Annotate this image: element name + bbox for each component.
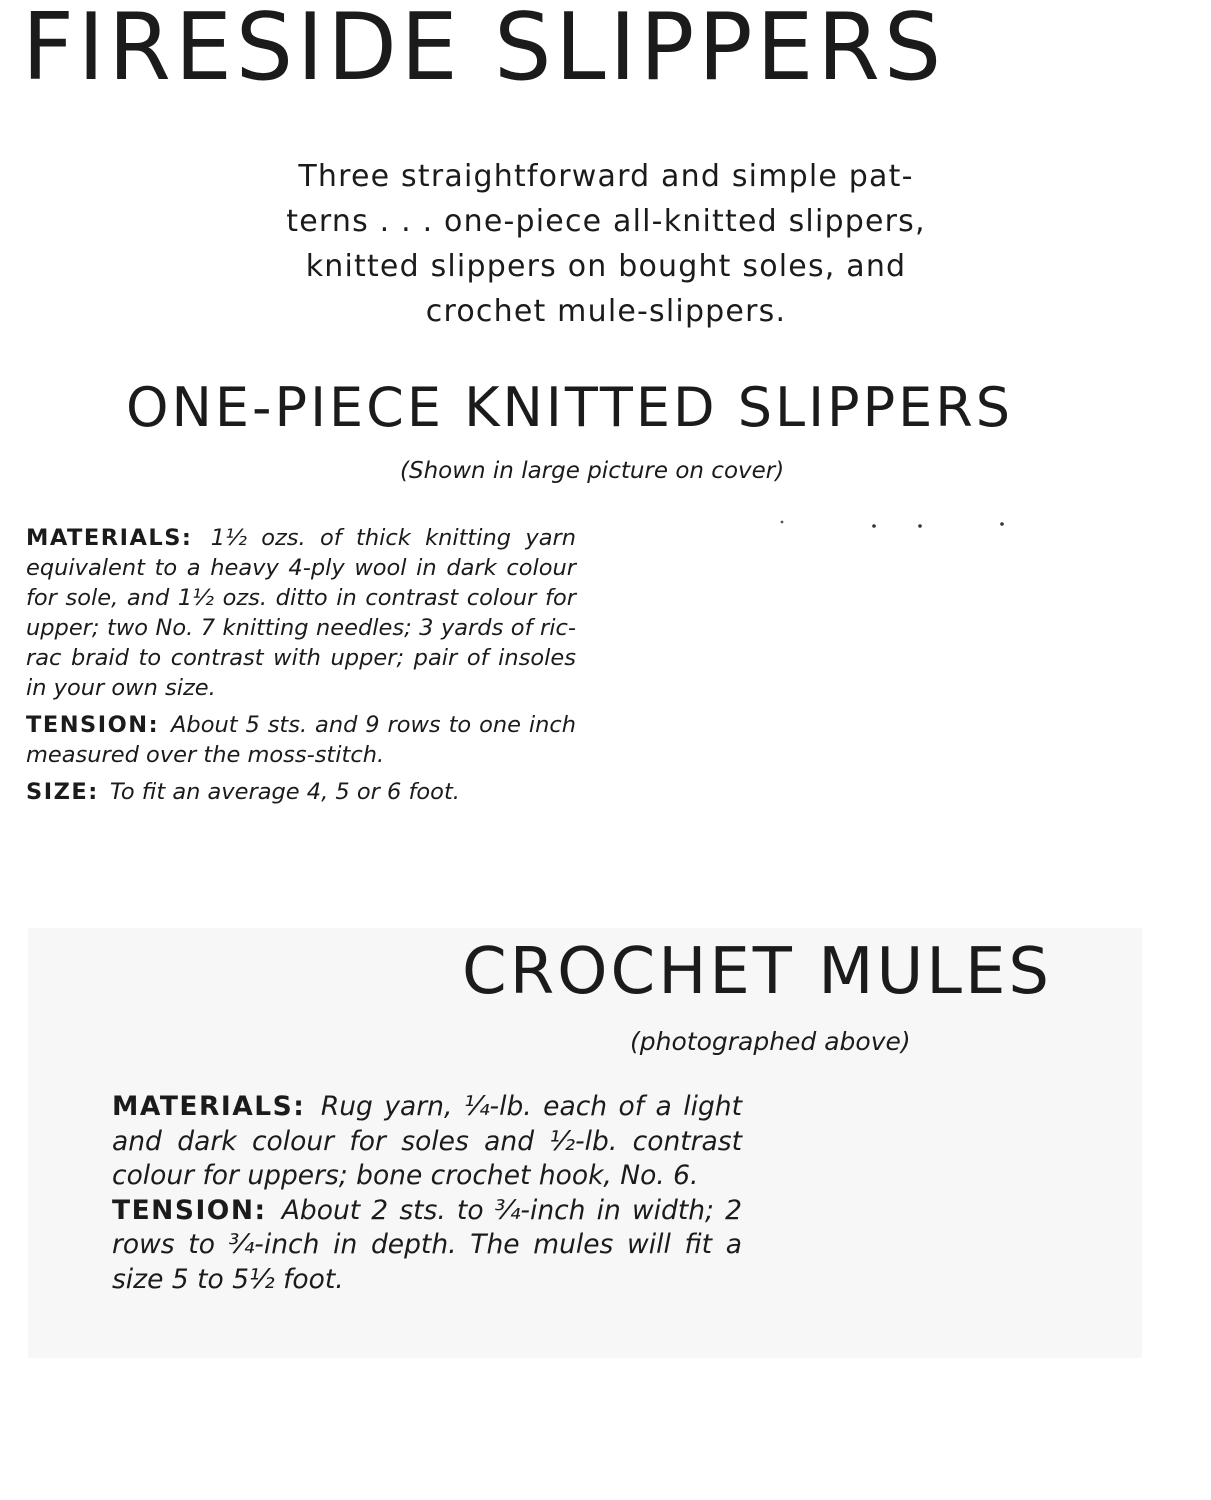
tension-text: About 2 sts. to ¾-inch in width; 2 rows to ¾-inch in depth. The mules will fit a size 5 to 5½ foot. bbox=[112, 1194, 742, 1295]
crochet-mules-subtitle: (photographed above) bbox=[630, 1027, 911, 1056]
knitted-slippers-specs bbox=[26, 523, 576, 807]
tension-label: TENSION: bbox=[26, 712, 160, 738]
materials-label: MATERIALS: bbox=[26, 525, 193, 551]
size-label: SIZE: bbox=[26, 779, 99, 805]
crochet-mules-title: CROCHET MULES bbox=[462, 935, 1052, 1009]
tension-text: About 5 sts. and 9 rows to one inch measured over the moss-stitch. bbox=[26, 712, 576, 768]
page-title: FIRESIDE SLIPPERS bbox=[22, 0, 946, 101]
knitted-size bbox=[26, 777, 576, 807]
materials-label: MATERIALS: bbox=[112, 1091, 306, 1122]
materials-text: Rug yarn, ¼-lb. each of a light and dark colour for soles and ½-lb. contrast colour for uppers; bone crochet hook, No. 6. bbox=[112, 1091, 742, 1191]
intro-paragraph: Three straightforward and simple pat- terns . . . one-piece all-knitted slippers, knitted slippers on bought soles, and crochet mule-slippers. bbox=[286, 159, 926, 329]
stray-print-marks bbox=[778, 512, 1018, 532]
knitted-tension bbox=[26, 710, 576, 770]
tension-label: TENSION: bbox=[112, 1194, 267, 1226]
crochet-mules-specs bbox=[112, 1090, 742, 1297]
crochet-materials bbox=[112, 1090, 742, 1194]
size-text: To fit an average 4, 5 or 6 foot. bbox=[109, 779, 460, 805]
knitted-materials bbox=[26, 523, 576, 703]
knitted-slippers-title: ONE-PIECE KNITTED SLIPPERS bbox=[126, 376, 1014, 439]
knitted-slippers-subtitle: (Shown in large picture on cover) bbox=[400, 458, 785, 484]
materials-text: 1½ ozs. of thick knitting yarn equivalent to a heavy 4-ply wool in dark colour for sole, and 1½ ozs. ditto in contrast colour for upper; two No. 7 knitting needles; 3 yards of ric-rac braid to contrast with upper; pair of insoles in your own size. bbox=[26, 525, 576, 701]
crochet-tension bbox=[112, 1194, 742, 1298]
